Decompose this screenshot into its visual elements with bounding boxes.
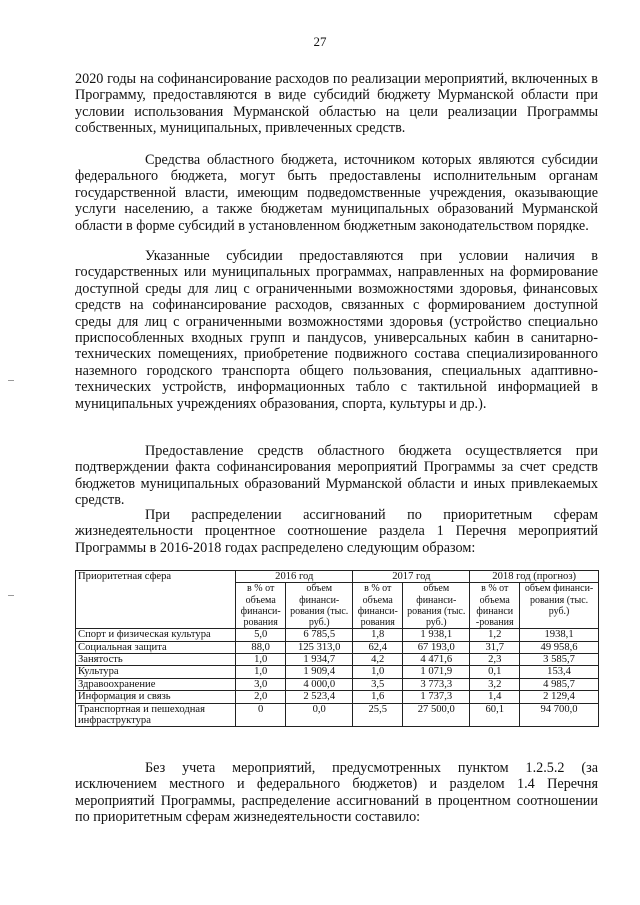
sphere-name: Культура [76, 666, 236, 678]
percent-2016: 1,0 [236, 654, 286, 666]
volume-2018-header: объем финанси-рования (тыс. руб.) [520, 583, 599, 629]
percent-2016: 0 [236, 703, 286, 727]
percent-2016: 2,0 [236, 691, 286, 703]
volume-2017: 27 500,0 [403, 703, 470, 727]
volume-2018: 94 700,0 [520, 703, 599, 727]
percent-2018: 1,4 [470, 691, 520, 703]
volume-2016: 1 934,7 [286, 654, 353, 666]
percent-2016: 1,0 [236, 666, 286, 678]
percent-2017: 1,0 [353, 666, 403, 678]
paragraph-subsidy-conditions: Указанные субсидии предоставляются при условии наличия в государственных или муниципальных программах, направленных на формирование доступной среды для лиц с ограниченными возможностями здоровья, финансовых средств на софинансирование расходов, связанных с формированием доступной среды для лиц с ограниченными возможностями здоровья (устройство специально приспособленных входных групп и пандусов, универсальных кабин в санитарно-технических помещениях, приобретение подвижного состава специализированного наземного городского транспорта общего пользования, специальных адаптивно-технических устройств, информационных табло с тактильной информацией в муниципальных учреждениях образования, спорта, культуры и др.). [75, 248, 598, 412]
percent-2017: 3,5 [353, 678, 403, 690]
volume-2018: 2 129,4 [520, 691, 599, 703]
percent-2016-header: в % от объема финанси-рования [236, 583, 286, 629]
percent-2016: 3,0 [236, 678, 286, 690]
paragraph-allocation-intro: При распределении ассигнований по приоритетным сферам жизнедеятельности процентное соотношение раздела 1 Перечня мероприятий Программы в 2016-2018 годах распределено следующим образом: [75, 507, 598, 556]
volume-2016: 6 785,5 [286, 629, 353, 641]
page-number: 27 [313, 34, 327, 49]
volume-2016: 125 313,0 [286, 641, 353, 653]
volume-2016: 4 000,0 [286, 678, 353, 690]
volume-2017: 1 938,1 [403, 629, 470, 641]
percent-2016: 5,0 [236, 629, 286, 641]
percent-2017: 62,4 [353, 641, 403, 653]
volume-2016: 0,0 [286, 703, 353, 727]
volume-2016-header: объем финанси-рования (тыс. руб.) [286, 583, 353, 629]
table-row [76, 703, 599, 727]
sphere-name: Спорт и физическая культура [76, 629, 236, 641]
sphere-name: Социальная защита [76, 641, 236, 653]
percent-2018: 1,2 [470, 629, 520, 641]
percent-2017: 1,6 [353, 691, 403, 703]
table-row [76, 691, 599, 703]
volume-2017: 67 193,0 [403, 641, 470, 653]
percent-2017-header: в % от объема финанси-рования [353, 583, 403, 629]
paragraph-cofinancing-confirmation: Предоставление средств областного бюджета осуществляется при подтверждении факта софинансирования мероприятий Программы за счет средств бюджетов муниципальных образований Мурманской области и иных привлекаемых средств. [75, 443, 598, 509]
percent-2018: 60,1 [470, 703, 520, 727]
table-header-row [76, 571, 599, 583]
volume-2017: 1 737,3 [403, 691, 470, 703]
year-2018-header: 2018 год (прогноз) [470, 571, 599, 583]
table-row [76, 629, 599, 641]
margin-mark [8, 380, 14, 381]
percent-2018: 0,1 [470, 666, 520, 678]
paragraph-subsidies-budget: 2020 годы на софинансирование расходов по реализации мероприятий, включенных в Программу, предоставляются в виде субсидий бюджету Мурманской области при условии использования Мурманской областью на цели реализации Программы собственных, муниципальных, привлеченных средств. [75, 71, 598, 137]
volume-2016: 1 909,4 [286, 666, 353, 678]
volume-2016: 2 523,4 [286, 691, 353, 703]
paragraph-allocation-excluding: Без учета мероприятий, предусмотренных пунктом 1.2.5.2 (за исключением местного и федерального бюджетов) и разделом 1.4 Перечня мероприятий Программы, распределение ассигнований в процентном соотношении по приоритетным сферам жизнедеятельности составило: [75, 760, 598, 826]
percent-2016: 88,0 [236, 641, 286, 653]
percent-2018: 31,7 [470, 641, 520, 653]
percent-2017: 25,5 [353, 703, 403, 727]
volume-2017: 1 071,9 [403, 666, 470, 678]
sphere-name: Информация и связь [76, 691, 236, 703]
table-row [76, 654, 599, 666]
volume-2018: 153,4 [520, 666, 599, 678]
percent-2018-header: в % от объема финанси -рования [470, 583, 520, 629]
table-row [76, 666, 599, 678]
sphere-name: Здравоохранение [76, 678, 236, 690]
table-row [76, 678, 599, 690]
year-2016-header: 2016 год [236, 571, 353, 583]
year-2017-header: 2017 год [353, 571, 470, 583]
volume-2017: 4 471,6 [403, 654, 470, 666]
volume-2018: 4 985,7 [520, 678, 599, 690]
allocation-table [75, 570, 599, 727]
volume-2017: 3 773,3 [403, 678, 470, 690]
volume-2018: 3 585,7 [520, 654, 599, 666]
percent-2018: 2,3 [470, 654, 520, 666]
percent-2017: 1,8 [353, 629, 403, 641]
margin-mark [8, 595, 14, 596]
table-row [76, 641, 599, 653]
paragraph-federal-funds: Средства областного бюджета, источником которых являются субсидии федерального бюджета, могут быть предоставлены исполнительным органам государственной власти, имеющим подведомственные учреждения, оказывающие услуги населению, а также бюджетам муниципальных образований Мурманской области в форме субсидий в установленном бюджетным законодательством порядке. [75, 152, 598, 234]
sphere-name: Транспортная и пешеходная инфраструктура [76, 703, 236, 727]
sphere-header: Приоритетная сфера [76, 571, 236, 629]
percent-2018: 3,2 [470, 678, 520, 690]
percent-2017: 4,2 [353, 654, 403, 666]
volume-2017-header: объем финанси-рования (тыс. руб.) [403, 583, 470, 629]
volume-2018: 1938,1 [520, 629, 599, 641]
volume-2018: 49 958,6 [520, 641, 599, 653]
sphere-name: Занятость [76, 654, 236, 666]
